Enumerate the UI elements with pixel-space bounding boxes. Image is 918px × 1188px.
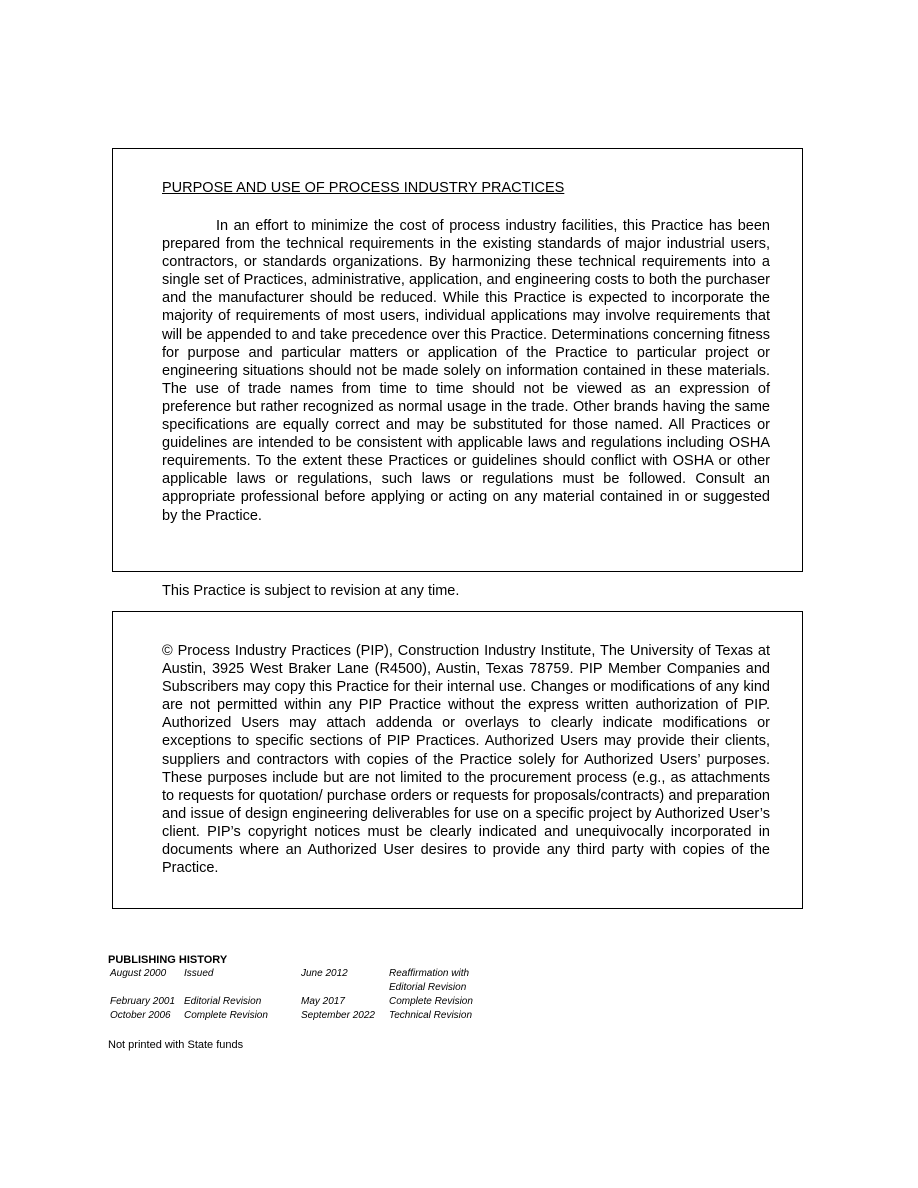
- table-row: [110, 967, 499, 981]
- table-row: [110, 1009, 499, 1023]
- history-event: Technical Revision: [389, 1010, 473, 1021]
- purpose-body: In an effort to minimize the cost of process industry facilities, this Practice has been prepared from the technical requirements in the existing standards of major industrial users, contractors, or standards organizations. By harmonizing these technical requirements into a single set of Practices, administrative, application, and engineering costs to both the purchaser and the manufacturer should be reduced. While this Practice is expected to incorporate the majority of requirements of most users, individual applications may involve requirements that will be appended to and take precedence over this Practice. Determinations concerning fitness for purpose and particular matters or application of the Practice to particular project or engineering situations should not be made solely on information contained in these materials. The use of trade names from time to time should not be viewed as an expression of preference but rather recognized as normal usage in the trade. Other brands having the same specifications are equally correct and may be substituted for those named. All Practices or guidelines are intended to be consistent with applicable laws and regulations including OSHA requirements. To the extent these Practices or guidelines should conflict with OSHA or other applicable laws or regulations, such laws or regulations must be followed. Consult an appropriate professional before applying or acting on any material contained in or suggested by the Practice.: [162, 218, 770, 524]
- copyright-section-box: [112, 611, 803, 909]
- history-event: Editorial Revision: [184, 996, 262, 1007]
- publishing-history-table: [110, 967, 499, 1023]
- copyright-body: © Process Industry Practices (PIP), Construction Industry Institute, The University of Texas at Austin, 3925 West Braker Lane (R4500), Austin, Texas 78759. PIP Member Companies and Subscribers may copy this Practice for their internal use. Changes or modifications of any kind are not permitted within any PIP Practice without the express written authorization of PIP. Authorized Users may attach addenda or overlays to clearly indicate modifications or exceptions to specific sections of PIP Practices. Authorized Users may provide their clients, suppliers and contractors with copies of the Practice solely for Authorized Users’ purposes. These purposes include but are not limited to the procurement process (e.g., as attachments to requests for quotation/ purchase orders or requests for proposals/contracts) and preparation and issue of design engineering deliverables for use on a specific project by Authorized User’s client. PIP’s copyright notices must be clearly indicated and unequivocally incorporated in documents where an Authorized User desires to provide any third party with copies of the Practice.: [162, 643, 770, 877]
- table-row: [110, 995, 499, 1009]
- publishing-history-title: PUBLISHING HISTORY: [108, 954, 228, 966]
- history-event: Reaffirmation with: [389, 968, 470, 979]
- history-event: Editorial Revision: [389, 982, 467, 993]
- footer-note: Not printed with State funds: [108, 1039, 244, 1051]
- history-date: February 2001: [110, 996, 176, 1007]
- history-date: June 2012: [301, 968, 348, 979]
- history-event: Issued: [184, 968, 214, 979]
- history-event: Complete Revision: [184, 1010, 268, 1021]
- revision-note: This Practice is subject to revision at any time.: [162, 583, 460, 599]
- history-date: September 2022: [301, 1010, 375, 1021]
- history-date: May 2017: [301, 996, 345, 1007]
- purpose-section-box: [112, 148, 803, 572]
- table-row: [110, 981, 499, 995]
- publishing-history: [108, 953, 499, 1023]
- history-event: Complete Revision: [389, 996, 473, 1007]
- history-date: October 2006: [110, 1010, 171, 1021]
- history-date: August 2000: [110, 968, 167, 979]
- purpose-heading: PURPOSE AND USE OF PROCESS INDUSTRY PRACTICES: [162, 180, 565, 196]
